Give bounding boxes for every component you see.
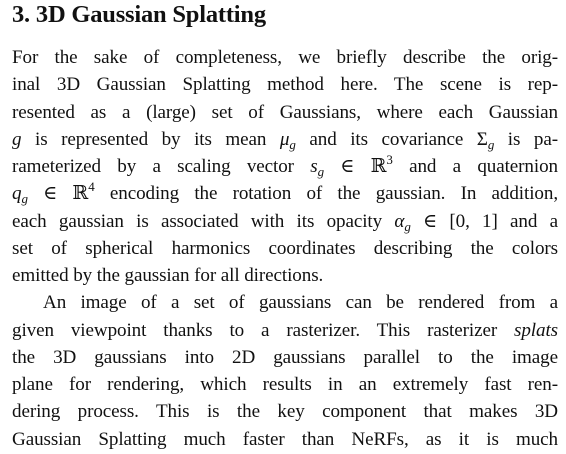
paragraph-line: inal 3D Gaussian Splatting method here. The scene is rep- — [12, 74, 558, 96]
section-body — [12, 44, 558, 453]
paragraph-line: plane for rendering, which results in an extremely fast ren- — [12, 374, 558, 395]
paragraph-line — [12, 317, 558, 344]
section-title: 3. 3D Gaussian Splatting — [12, 1, 266, 28]
math-alpha: $\alpha_g$ — [394, 210, 411, 234]
text-span: rameterized by a scaling vector — [12, 156, 311, 177]
paragraph-line: An image of a set of gaussians can be rendered from a — [43, 292, 558, 314]
paragraph-line — [12, 180, 558, 207]
math-in: ∈ — [323, 156, 371, 177]
paragraph-line: Gaussian Splatting much faster than NeRFs, as it is much — [12, 428, 558, 450]
math-sigma: $\Sigma_g$ — [476, 128, 495, 152]
text-span: is pa- — [494, 128, 558, 150]
paragraph-line: dering process. This is the key component that makes 3D — [12, 401, 558, 423]
math-in: ∈ — [410, 210, 450, 232]
paragraph-line: the 3D gaussians into 2D gaussians parallel to the image — [12, 346, 558, 368]
math-s: $s_g$ — [310, 156, 324, 179]
paragraph-line: emitted by the gaussian for all directions. — [12, 265, 324, 286]
emphasis-splats: splats — [514, 319, 558, 341]
math-range: [0, 1] — [449, 210, 498, 232]
text-span: and its covariance — [295, 128, 477, 150]
math-reals: ℝ$^4$ — [72, 179, 95, 205]
math-q: $q_g$ — [12, 183, 28, 207]
text-span: and a quaternion — [392, 156, 558, 177]
math-in: ∈ — [27, 183, 73, 205]
text-span: each gaussian is associated with its opacity — [12, 210, 395, 232]
paragraph-line: set of spherical harmonics coordinates describing the colors — [12, 237, 558, 259]
math-reals: ℝ$^3$ — [370, 152, 393, 177]
text-span: encoding the rotation of the gaussian. In addition, — [94, 183, 558, 205]
paragraph-line — [12, 153, 558, 180]
text-span: and a — [497, 210, 559, 232]
paragraph-line — [12, 126, 558, 153]
text-span: is represented by its mean — [21, 128, 280, 150]
paragraph-1 — [12, 44, 558, 289]
paragraph-line — [12, 208, 558, 235]
paragraph-2 — [12, 289, 558, 453]
math-mu: $\mu_g$ — [279, 128, 296, 152]
paragraph-line: For the sake of completeness, we briefly describe the orig- — [12, 47, 558, 68]
math-g: g — [12, 128, 22, 150]
text-span: given viewpoint thanks to a rasterizer. This rasterizer — [12, 319, 515, 341]
paragraph-line: resented as a (large) set of Gaussians, where each Gaussian — [12, 101, 558, 123]
